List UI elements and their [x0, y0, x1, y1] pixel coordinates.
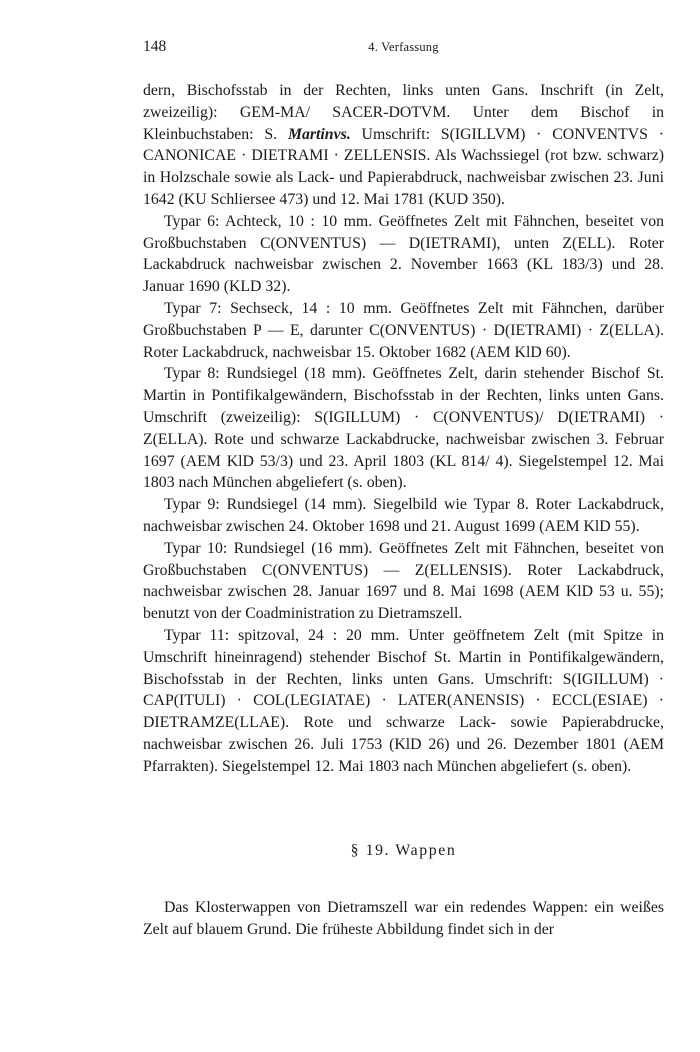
section-heading: § 19. Wappen [350, 841, 457, 859]
paragraph-typar-7: Typar 7: Sechseck, 14 : 10 mm. Geöffnetes Zelt mit Fähnchen, darüber Großbuchstaben P — E, darunter C(ONVENTUS) · D(IETRAMI) · Z(ELLA). Roter Lackabdruck, nachweisbar 15. Oktober 1682 (AEM KlD 60). [143, 299, 664, 361]
running-head: 4. Verfassung [368, 40, 439, 54]
page-header [143, 38, 664, 60]
paragraph-typar-9: Typar 9: Rundsiegel (14 mm). Siegelbild wie Typar 8. Roter Lackabdruck, nachweisbar zwischen 24. Oktober 1698 und 21. August 1699 (AEM KlD 55). [143, 496, 664, 535]
paragraph-typar-11: Typar 11: spitzoval, 24 : 20 mm. Unter geöffnetem Zelt (mit Spitze in Umschrift hineinragend) stehender Bischof St. Martin in Pontifikalgewändern, Bischofsstab in der Rechten, links unten Gans. Umschrift: S(IGILLUM) · CAP(ITULI) · COL(LEGIATAE) · LATER(ANENSIS) · ECCL(ESIAE) · DIETRAMZE(LLAE). Rote und schwarze Lack- sowie Papierabdrucke, nachweisbar zwischen 26. Juli 1753 (KlD 26) und 26. Dezember 1801 (AEM Pfarrakten). Siegelstempel 12. Mai 1803 nach München abgeliefert (s. oben). [143, 626, 664, 775]
italic-name: Martinvs. [287, 125, 351, 143]
paragraph-typar-8: Typar 8: Rundsiegel (18 mm). Geöffnetes Zelt, darin stehender Bischof St. Martin in Pontifikalgewändern, Bischofsstab in der Rechten, links unten Gans. Umschrift (zweizeilig): S(IGILLUM) · C(ONVENTUS)/ D(IETRAMI) · Z(ELLA). Rote und schwarze Lackabdrucke, nachweisbar zwischen 3. Februar 1697 (AEM KlD 53/3) und 23. April 1803 (KL 814/ 4). Siegelstempel 12. Mai 1803 nach München abgeliefert (s. oben). [143, 365, 664, 492]
page-number: 148 [143, 38, 167, 55]
paragraph-text: dern, Bischofsstab in der Rechten, links unten Gans. Inschrift (in Zelt, zweizeilig): GEM-MA/ SACER-DOTVM. Unter dem Bischof in Kleinbuchstaben: S. [143, 82, 664, 143]
section-paragraph: Das Klosterwappen von Dietramszell war ein redendes Wappen: ein weißes Zelt auf blauem Grund. Die früheste Abbildung findet sich in der [143, 899, 664, 939]
body-text [143, 80, 664, 941]
paragraph-continued [143, 80, 664, 211]
paragraph-typar-6: Typar 6: Achteck, 10 : 10 mm. Geöffnetes Zelt mit Fähnchen, beseitet von Großbuchstaben C(ONVENTUS) — D(IETRAMI), unten Z(ELL). Roter Lackabdruck nachweisbar zwischen 2. November 1663 (KL 183/3) und 28. Januar 1690 (KLD 32). [143, 212, 664, 296]
paragraph-typar-10: Typar 10: Rundsiegel (16 mm). Geöffnetes Zelt mit Fähnchen, beseitet von Großbuchstaben C(ONVENTUS) — Z(ELLENSIS). Roter Lackabdruck, nachweisbar zwischen 28. Januar 1697 und 8. Mai 1698 (AEM KlD 53 u. 55); benutzt von der Coadministration zu Dietramszell. [143, 539, 664, 623]
book-page [143, 38, 664, 941]
paragraph-text: Umschrift: S(IGILLVM) · CONVENTVS · CANONICAE · DIETRAMI · ZELLENSIS. Als Wachssiegel (rot bzw. schwarz) in Holzschale sowie als Lack- und Papierabdruck, nachweisbar zwischen 23. Juni 1642 (KU Schliersee 473) und 12. Mai 1781 (KUD 350). [143, 125, 664, 208]
